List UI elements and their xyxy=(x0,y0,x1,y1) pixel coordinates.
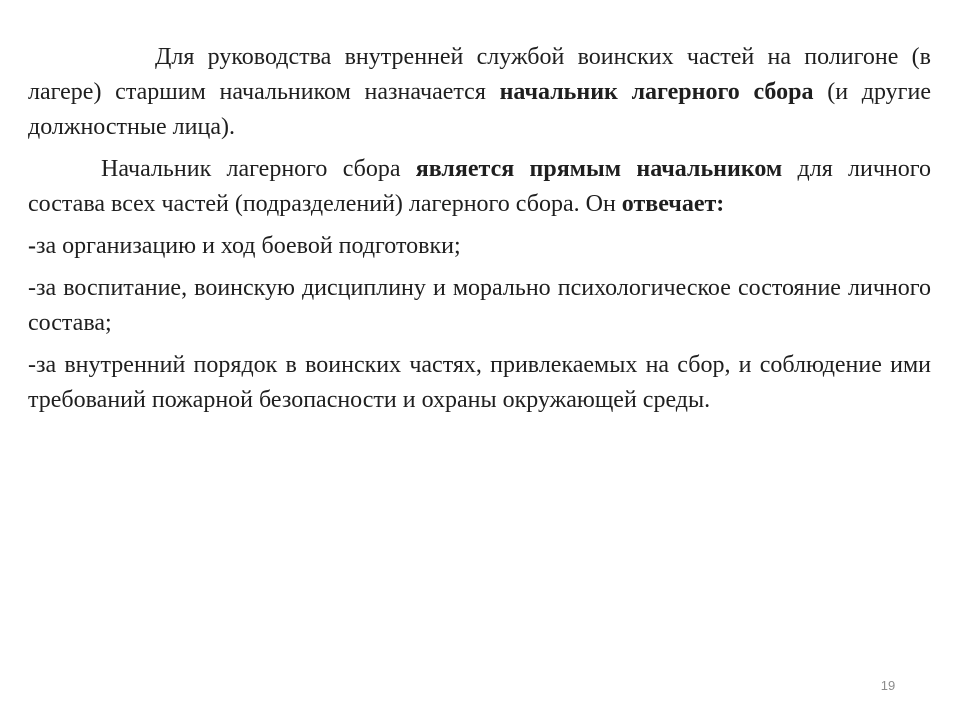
list-item xyxy=(28,271,931,341)
page-number: 19 xyxy=(880,678,896,693)
list-item-text: за внутренний порядок в воинских частях, привлекаемых на сбор, и соблюдение ими требований пожарной безопасности и охраны окружающей среды. xyxy=(28,352,931,413)
list-item-text: за организацию и ход боевой подготовки; xyxy=(36,233,461,259)
paragraph-text: Для руководства внутренней службой воинских частей на полигоне (в лагере) старшим начальником назначается xyxy=(28,44,931,105)
paragraph-text: (и другие должностные лица). xyxy=(28,79,931,140)
list-item xyxy=(28,348,931,418)
slide-body xyxy=(28,40,931,425)
paragraph-text: для личного состава всех частей (подразделений) лагерного сбора. Он xyxy=(28,156,931,217)
list-item-text: за воспитание, воинскую дисциплину и морально психологическое состояние личного состава; xyxy=(28,275,931,336)
bold-term-camp-chief: начальник лагерного сбора xyxy=(499,79,814,105)
bold-term-direct-chief: является прямым начальником xyxy=(415,156,783,182)
paragraph-text: Начальник лагерного сбора xyxy=(101,156,416,182)
list-item xyxy=(28,229,931,264)
list-item-dash: - xyxy=(28,275,36,301)
bold-term-responsible: отвечает: xyxy=(621,191,725,217)
paragraph-responsibility xyxy=(28,152,931,222)
list-item-dash: - xyxy=(28,233,36,259)
list-item-dash: - xyxy=(28,352,36,378)
paragraph-appointment xyxy=(28,40,931,145)
